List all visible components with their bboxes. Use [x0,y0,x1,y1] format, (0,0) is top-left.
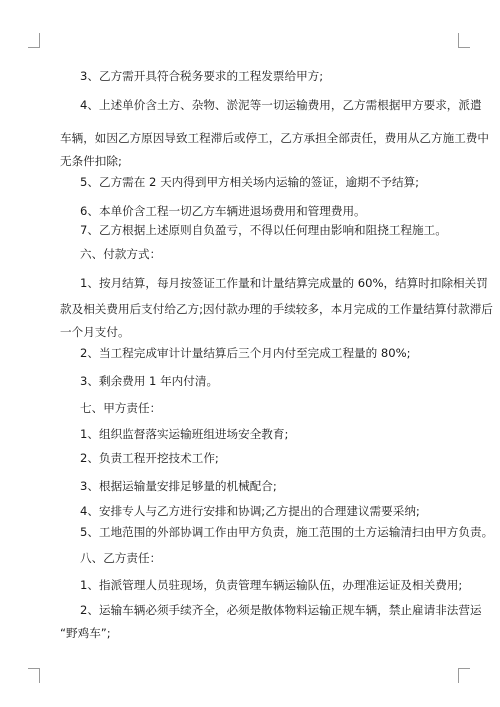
paragraph [60,92,489,174]
paragraph [80,63,472,89]
text-line: 一个月支付。 [60,325,130,339]
text-line: 款及相关费用后支付给乙方;因付款办理的手续较多，本月完成的工作量结算付款滞后 [60,302,493,316]
text-line: 2、当工程完成审计计量结算后三个月内付至完成工程量的 80%; [80,346,411,360]
text-line: 2、负责工程开挖技术工作; [80,451,219,465]
paragraph [80,169,472,195]
crop-mark-top-left [28,33,40,48]
text-line: 5、工地范围的外部协调工作由甲方负责，施工范围的土方运输清扫由甲方负责。 [80,525,494,539]
crop-mark-top-right [458,33,470,48]
text-line: “野鸡车”; [60,626,111,640]
text-line: 八、乙方责任： [80,551,162,565]
paragraph [80,473,472,499]
text-line: 3、剩余费用 1 年内付清。 [80,374,219,388]
crop-mark-bottom-left [28,668,40,683]
crop-mark-bottom-right [458,668,470,683]
text-line: 7、乙方根据上述原则自负盈亏，不得以任何理由影响和阻挠工程施工。 [80,223,447,237]
paragraph [80,572,472,598]
text-line: 1、指派管理人员驻现场，负责管理车辆运输队伍，办理准运证及相关费用; [80,578,463,592]
text-line: 6、本单价含工程一切乙方车辆进退场费用和管理费用。 [80,204,366,218]
paragraph [60,597,482,646]
text-line: 3、乙方需开具符合税务要求的工程发票给甲方; [80,69,324,83]
paragraph [80,368,472,394]
text-line: 1、组织监督落实运输班组进场安全教育; [80,427,289,441]
paragraph [80,519,494,545]
text-line: 2、运输车辆必须手续齐全，必须是散体物料运输正规车辆，禁止雇请非法营运 [80,603,482,617]
text-line: 5、乙方需在 2 天内得到甲方相关场内运输的签证，逾期不予结算; [80,175,420,189]
text-line: 1、按月结算，每月按签证工作量和计量结算完成量的 60%，结算时扣除相关罚 [80,276,488,290]
text-line: 七、甲方责任： [80,401,162,415]
paragraph [80,445,472,471]
paragraph [60,270,493,345]
text-line: 车辆，如因乙方原因导致工程滞后或停工，乙方承担全部责任，费用从乙方施工费中 [60,131,489,145]
text-line: 4、安排专人与乙方进行安排和协调;乙方提出的合理建议需要采纳; [80,504,420,518]
text-line: 3、根据运输量安排足够量的机械配合; [80,479,277,493]
section-heading [80,545,472,571]
section-heading [80,395,472,421]
text-line: 六、付款方式： [80,247,162,261]
paragraph [80,421,472,447]
text-line: 4、上述单价含土方、杂物、淤泥等一切运输费用，乙方需根据甲方要求，派遣 [80,98,482,112]
paragraph [80,217,472,243]
paragraph [80,340,472,366]
text-line: 无条件扣除; [60,154,122,168]
section-heading [80,241,472,267]
